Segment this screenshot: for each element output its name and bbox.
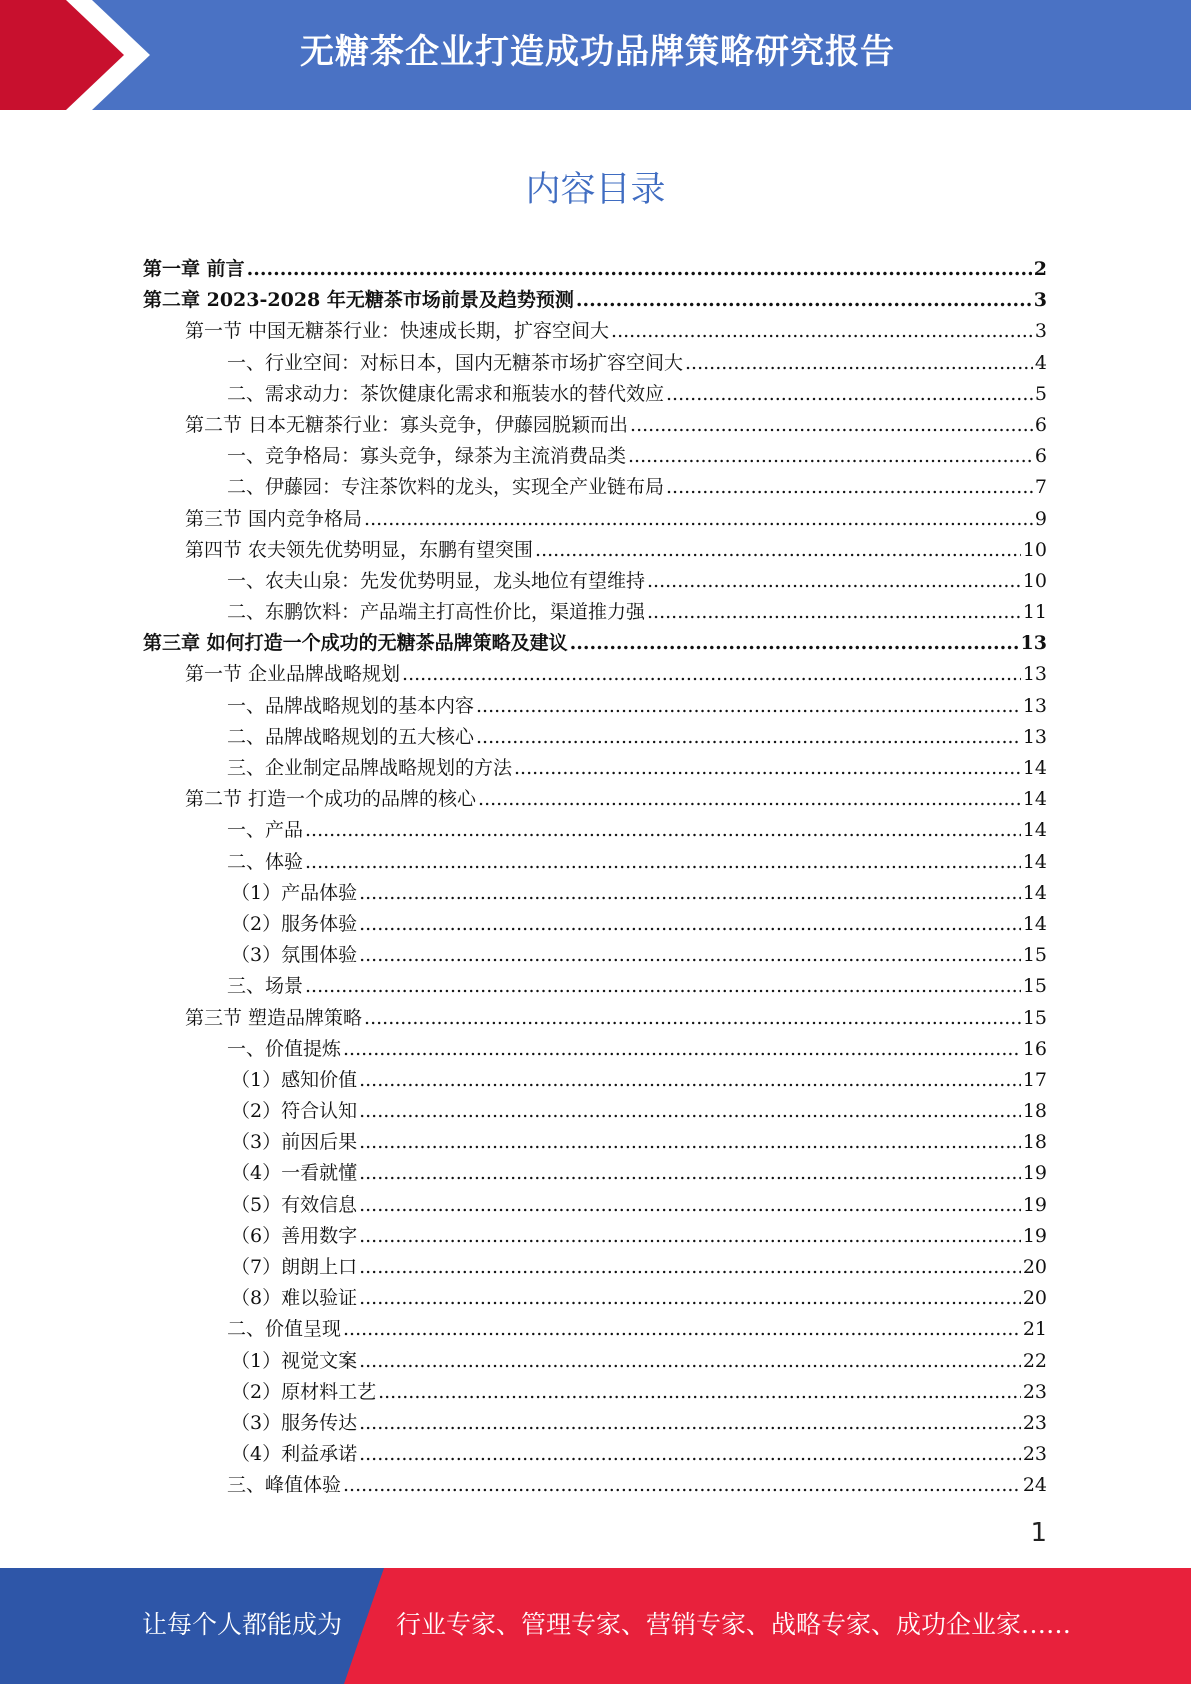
toc-dot-leader [359, 940, 1021, 971]
toc-entry-label: （2）服务体验 [231, 912, 358, 935]
toc-entry[interactable] [143, 1408, 1047, 1439]
toc-dot-leader [343, 1034, 1021, 1065]
toc-entry[interactable] [143, 597, 1047, 628]
toc-entry-label: 第四节 农夫领先优势明显，东鹏有望突围 [185, 538, 534, 561]
toc-entry-page: 23 [1022, 1443, 1047, 1466]
toc-entry[interactable] [143, 1470, 1047, 1501]
toc-entry[interactable] [143, 472, 1047, 503]
toc-entry-label: 第二节 打造一个成功的品牌的核心 [185, 788, 477, 811]
toc-entry-page: 6 [1034, 445, 1047, 468]
toc-dot-leader [611, 316, 1033, 347]
toc-entry-label: （1）视觉文案 [231, 1349, 358, 1372]
toc-entry[interactable] [143, 1190, 1047, 1221]
toc-entry-label: 第三节 塑造品牌策略 [185, 1006, 363, 1029]
toc-entry-page: 5 [1034, 382, 1047, 405]
toc-entry-page: 19 [1022, 1193, 1047, 1216]
toc-dot-leader [476, 691, 1021, 722]
toc-entry-label: （7）朗朗上口 [231, 1256, 358, 1278]
toc-entry[interactable] [143, 847, 1047, 878]
toc-entry-label: 第一节 企业品牌战略规划 [185, 663, 401, 686]
toc-entry-label: （3）服务传达 [231, 1411, 358, 1434]
toc-entry[interactable] [143, 1034, 1047, 1065]
toc-entry[interactable] [143, 691, 1047, 722]
toc-entry[interactable] [143, 1003, 1047, 1034]
toc-entry-label: 二、伊藤园：专注茶饮料的龙头，实现全产业链布局 [227, 476, 665, 499]
toc-entry[interactable] [143, 1314, 1047, 1345]
toc-entry[interactable] [143, 1252, 1047, 1283]
toc-entry[interactable] [143, 566, 1047, 597]
toc-dot-leader [666, 379, 1033, 410]
toc-dot-leader [514, 753, 1021, 784]
toc-entry[interactable] [143, 1221, 1047, 1252]
toc-entry-label: 第三章 如何打造一个成功的无糖茶品牌策略及建议 [143, 632, 568, 655]
toc-entry[interactable] [143, 410, 1047, 441]
toc-dot-leader [359, 1439, 1021, 1470]
toc-entry-page: 14 [1022, 757, 1047, 779]
toc-entry-label: （2）符合认知 [231, 1100, 358, 1123]
toc-entry[interactable] [143, 784, 1047, 815]
toc-entry-label: 二、价值呈现 [227, 1318, 342, 1341]
toc-entry-label: （1）感知价值 [231, 1068, 358, 1091]
toc-dot-leader [305, 815, 1021, 846]
toc-dot-leader [630, 410, 1033, 441]
toc-entry[interactable] [143, 1096, 1047, 1127]
toc-entry-label: （3）氛围体验 [231, 944, 358, 967]
toc-entry-page: 23 [1022, 1380, 1047, 1403]
toc-entry[interactable] [143, 504, 1047, 535]
toc-entry-page: 11 [1022, 601, 1047, 624]
toc-entry-page: 13 [1022, 694, 1047, 717]
toc-dot-leader [364, 504, 1033, 535]
toc-entry-page: 3 [1034, 320, 1047, 343]
toc-entry-page: 24 [1022, 1474, 1047, 1497]
toc-entry[interactable] [143, 1346, 1047, 1377]
toc-entry-label: （4）一看就懂 [231, 1162, 358, 1185]
toc-dot-leader [570, 628, 1019, 659]
toc-entry[interactable] [143, 659, 1047, 690]
toc-entry[interactable] [143, 316, 1047, 347]
toc-dot-leader [359, 1408, 1021, 1439]
toc-entry-label: 第二节 日本无糖茶行业：寡头竞争，伊藤园脱颖而出 [185, 413, 629, 436]
toc-entry-label: 第一章 前言 [143, 258, 245, 280]
toc-entry-page: 2 [1033, 258, 1047, 280]
toc-dot-leader [666, 472, 1033, 503]
toc-entry-label: （6）善用数字 [231, 1224, 358, 1247]
toc-dot-leader [359, 1065, 1021, 1096]
toc-heading: 内容目录 [525, 170, 666, 210]
toc-dot-leader [359, 878, 1021, 909]
toc-dot-leader [359, 1190, 1021, 1221]
toc-entry-page: 19 [1022, 1162, 1047, 1185]
toc-dot-leader [576, 285, 1032, 316]
table-of-contents [143, 254, 1047, 1502]
toc-entry-label: （4）利益承诺 [231, 1443, 358, 1466]
toc-dot-leader [359, 1252, 1021, 1283]
toc-entry-label: 一、价值提炼 [227, 1037, 342, 1060]
toc-entry-page: 3 [1033, 289, 1047, 312]
toc-entry-label: 二、东鹏饮料：产品端主打高性价比，渠道推力强 [227, 601, 646, 624]
toc-dot-leader [685, 348, 1033, 379]
footer-banner [0, 1568, 1191, 1684]
toc-entry[interactable] [143, 1158, 1047, 1189]
toc-entry-page: 9 [1034, 507, 1047, 530]
footer-slogan-right: 行业专家、管理专家、营销专家、战略专家、成功企业家…… [396, 1610, 1072, 1639]
toc-dot-leader [305, 847, 1021, 878]
toc-entry[interactable] [143, 1065, 1047, 1096]
toc-entry-page: 15 [1022, 944, 1047, 967]
toc-dot-leader [247, 254, 1032, 285]
toc-dot-leader [378, 1377, 1021, 1408]
toc-dot-leader [535, 535, 1021, 566]
toc-entry-label: （2）原材料工艺 [231, 1380, 377, 1403]
toc-entry[interactable] [143, 722, 1047, 753]
toc-entry-page: 20 [1022, 1287, 1047, 1310]
toc-entry-page: 10 [1022, 569, 1047, 592]
toc-entry-page: 13 [1022, 663, 1047, 686]
toc-dot-leader [647, 597, 1021, 628]
toc-entry-page: 18 [1022, 1131, 1047, 1154]
report-title: 无糖茶企业打造成功品牌策略研究报告 [300, 32, 895, 72]
toc-entry-label: 二、体验 [227, 850, 304, 873]
toc-dot-leader [476, 722, 1021, 753]
toc-entry-label: 三、场景 [227, 975, 304, 998]
toc-entry-label: 一、产品 [227, 819, 304, 842]
toc-dot-leader [478, 784, 1021, 815]
toc-entry[interactable] [143, 285, 1047, 316]
toc-entry-page: 6 [1034, 413, 1047, 436]
toc-entry-label: （5）有效信息 [231, 1193, 358, 1216]
toc-entry-label: （1）产品体验 [231, 881, 358, 904]
footer-slogan-left: 让每个人都能成为 [142, 1610, 343, 1639]
toc-entry[interactable] [143, 628, 1047, 659]
page-number: 1 [1030, 1518, 1047, 1548]
toc-dot-leader [647, 566, 1021, 597]
toc-entry[interactable] [143, 940, 1047, 971]
toc-entry-label: （3）前因后果 [231, 1131, 358, 1154]
toc-entry-page: 19 [1022, 1224, 1047, 1247]
toc-entry-label: 二、需求动力：茶饮健康化需求和瓶装水的替代效应 [227, 382, 665, 405]
toc-dot-leader [359, 1221, 1021, 1252]
toc-entry-label: 二、品牌战略规划的五大核心 [227, 725, 475, 748]
toc-dot-leader [343, 1314, 1021, 1345]
toc-entry[interactable] [143, 815, 1047, 846]
toc-entry-page: 14 [1022, 788, 1047, 811]
toc-entry-page: 23 [1022, 1411, 1047, 1434]
toc-entry-page: 7 [1034, 476, 1047, 499]
toc-entry[interactable] [143, 441, 1047, 472]
toc-dot-leader [343, 1470, 1021, 1501]
toc-entry-page: 10 [1022, 538, 1047, 561]
toc-entry-label: 三、企业制定品牌战略规划的方法 [227, 757, 513, 779]
toc-entry[interactable] [143, 254, 1047, 285]
header-banner [0, 0, 1191, 110]
toc-entry-page: 15 [1022, 1006, 1047, 1029]
toc-entry-label: 第一节 中国无糖茶行业：快速成长期，扩容空间大 [185, 320, 610, 343]
toc-entry-label: 一、农夫山泉：先发优势明显，龙头地位有望维持 [227, 569, 646, 592]
toc-entry-label: 一、品牌战略规划的基本内容 [227, 694, 475, 717]
toc-entry-page: 14 [1022, 881, 1047, 904]
toc-entry-page: 13 [1022, 725, 1047, 748]
toc-entry[interactable] [143, 1377, 1047, 1408]
toc-entry[interactable] [143, 971, 1047, 1002]
toc-entry-page: 14 [1022, 819, 1047, 842]
toc-entry[interactable] [143, 535, 1047, 566]
toc-dot-leader [359, 1158, 1021, 1189]
toc-entry-page: 18 [1022, 1100, 1047, 1123]
toc-entry[interactable] [143, 1127, 1047, 1158]
toc-entry-page: 20 [1022, 1256, 1047, 1278]
toc-entry-label: 第二章 2023-2028 年无糖茶市场前景及趋势预测 [143, 289, 574, 312]
toc-entry-page: 15 [1022, 975, 1047, 998]
toc-dot-leader [402, 659, 1021, 690]
toc-entry-page: 22 [1022, 1349, 1047, 1372]
toc-dot-leader [364, 1003, 1021, 1034]
toc-entry-label: （8）难以验证 [231, 1287, 358, 1310]
toc-entry-page: 4 [1034, 351, 1047, 374]
toc-entry-page: 13 [1020, 632, 1047, 655]
toc-entry[interactable] [143, 909, 1047, 940]
toc-dot-leader [359, 1346, 1021, 1377]
toc-dot-leader [359, 1283, 1021, 1314]
toc-entry-page: 16 [1022, 1037, 1047, 1060]
toc-entry[interactable] [143, 753, 1047, 784]
toc-entry[interactable] [143, 348, 1047, 379]
toc-entry[interactable] [143, 1283, 1047, 1314]
toc-entry-page: 14 [1022, 912, 1047, 935]
toc-entry-label: 三、峰值体验 [227, 1474, 342, 1497]
toc-dot-leader [305, 971, 1021, 1002]
toc-entry[interactable] [143, 1439, 1047, 1470]
toc-entry[interactable] [143, 878, 1047, 909]
toc-entry-label: 一、行业空间：对标日本，国内无糖茶市场扩容空间大 [227, 351, 684, 374]
toc-dot-leader [359, 1127, 1021, 1158]
toc-dot-leader [628, 441, 1033, 472]
toc-entry-label: 第三节 国内竞争格局 [185, 507, 363, 530]
toc-dot-leader [359, 909, 1021, 940]
toc-entry-page: 17 [1022, 1068, 1047, 1091]
toc-dot-leader [359, 1096, 1021, 1127]
toc-entry-label: 一、竞争格局：寡头竞争，绿茶为主流消费品类 [227, 445, 627, 468]
toc-entry-page: 14 [1022, 850, 1047, 873]
toc-entry-page: 21 [1022, 1318, 1047, 1341]
toc-entry[interactable] [143, 379, 1047, 410]
